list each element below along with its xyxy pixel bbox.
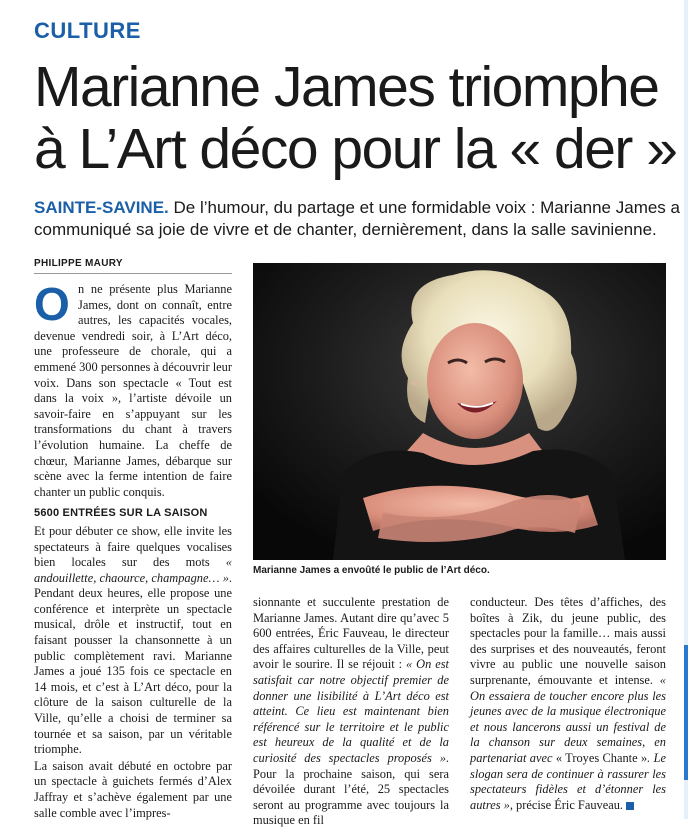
paragraph-2: Et pour débuter ce show, elle invite les spectateurs à faire quelques vocalises bien locales sur des mots « andouillette, chaource, champagne… ». Pendant deux heures, elle propose une conférence et interprète un spectacle musical, drôle et instructif, tout en faisant pousser la chansonnette à un public complètement ravi. Marianne James a joué 135 fois ce spectacle en 14 mois, et c’est à L’Art déco, pour la clôture de la saison culturelle de la Ville, qu’elle a choisi de terminer sa tournée et sa saison, par un véritable triomphe. — [34, 523, 232, 757]
byline-divider — [34, 273, 232, 274]
dateline-place: SAINTE-SAVINE. — [34, 198, 169, 217]
quote-slogan: . Le slogan sera de continuer à rassurer les spectateurs fidèles et d’étonner les autres » — [470, 750, 666, 812]
article-photo — [253, 263, 666, 560]
article-column-3 — [470, 595, 666, 814]
end-of-article-mark — [626, 802, 634, 810]
article-column-2 — [253, 595, 449, 830]
intertitle: 5600 ENTRÉES SUR LA SAISON — [34, 507, 208, 520]
byline: PHILIPPE MAURY — [34, 258, 123, 269]
photo-caption: Marianne James a envoûté le public de l’Art déco. — [253, 565, 490, 576]
standfirst-text: De l’humour, du partage et une formidable voix : Marianne James a communiqué sa joie de vivre et de chanter, dernièrement, dans la salle savinienne. — [34, 198, 680, 239]
section-rubric: CULTURE — [34, 18, 141, 43]
singer-photo-illustration — [253, 263, 666, 560]
paragraph-4: sionnante et succulente prestation de Marianne James. Autant dire qu’avec 5 600 entrées, Éric Fauveau, le directeur des affaires culturelles de la Ville, peut avoir le sourire. Il se réjouit : « On est satisfait car notre objectif premier de donner une lisibilité à L’Art déco est atteint. Ce lieu est maintenant bien référencé sur le territoire et le public est heureux de la qualité et de la curiosité des spectacles proposés ». Pour la prochaine saison, qui sera dévoilée durant l’été, 25 spectacles seront au programme avec toujours la musique en fil — [253, 595, 449, 828]
quote-festival: « On essaiera de toucher encore plus les jeunes avec de la musique électronique et nous lancerons aussi un festival de la chanson sur deux semaines, en partenariat avec — [470, 672, 666, 765]
quote-director: « On est satisfait car notre objectif premier de donner une lisibilité à L’Art déco est atteint. Ce lieu est maintenant bien référencé sur le territoire et le public est heureux de la qualité et de la curiosité des spectacles proposés » — [253, 657, 449, 765]
drop-cap: O — [34, 278, 70, 330]
article-column-1 — [34, 278, 232, 822]
paragraph-5: conducteur. Des têtes d’affiches, des boîtes à Zik, du jeune public, des spectacles pour la famille… mais aussi des surprises et des nouveautés, feront vivre au public une nouvelle saison surprenante, émouvante et intense. « On essaiera de toucher encore plus les jeunes avec de la musique électronique et nous lancerons aussi un festival de la chanson sur deux semaines, en partenariat avec « Troyes Chante ». Le slogan sera de continuer à rassurer les spectateurs fidèles et d’étonner les autres », précise Éric Fauveau. — [470, 595, 666, 812]
headline — [34, 56, 684, 180]
lead-paragraph — [34, 278, 232, 500]
paragraph-3: La saison avait débuté en octobre par un spectacle à guichets fermés d’Alex Jaffray et s’achève également par une salle comble avec l’impres- — [34, 758, 232, 820]
lead-paragraph-text: n ne présente plus Marianne James, dont on connaît, entre autres, les capacités vocales, devenue vendredi soir, à L’Art déco, une professeure de chorale, qui a emmené 300 personnes à découvrir leur voix. Dans son spectacle « Tout est dans la voix », l’artiste dévoile un savoir-faire en s’appuyant sur les transformations du chant à travers l’évolution humaine. La cheffe de chœur, Marianne James, débarque sur scène avec la ferme intention de faire chanter un public conquis. — [34, 282, 232, 499]
page-edge-bar — [684, 0, 688, 819]
headline-line-1: Marianne James triomphe — [34, 55, 659, 119]
page-edge-accent — [684, 645, 688, 780]
standfirst — [34, 197, 684, 241]
headline-line-2: à L’Art déco pour la « der » — [34, 117, 677, 181]
quote-words: « andouillette, chaource, champagne… » — [34, 555, 232, 585]
